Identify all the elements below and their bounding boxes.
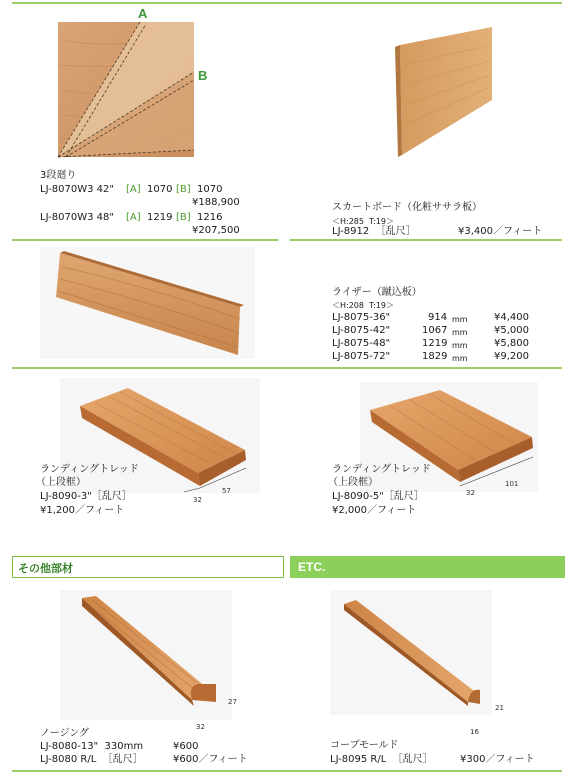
- product3-row3-code: LJ-8075-48": [332, 338, 391, 349]
- section-title-other-parts: その他部材: [18, 562, 73, 575]
- product6-dim-h: 27: [228, 698, 237, 706]
- product5-code: LJ-8090-5"［乱尺］: [332, 491, 424, 502]
- product1-line1-a-tag: [A]: [126, 184, 141, 195]
- product5-dim-w: 101: [505, 480, 519, 488]
- product4-name: ランディングトレッド: [40, 464, 139, 475]
- product1-line1-price: ¥188,900: [192, 197, 240, 208]
- product5-price: ¥2,000／フィート: [332, 505, 417, 516]
- product1-line2-b-tag: [B]: [176, 212, 191, 223]
- product3-name: ライザー（蹴込板）: [332, 287, 422, 298]
- product1-line1-a-val: 1070: [147, 184, 173, 195]
- product3-row1-price: ¥4,400: [494, 312, 529, 323]
- product3-row4-len: 1829: [422, 351, 448, 362]
- product6-line1: LJ-8080-13" 330mm: [40, 741, 144, 752]
- product1-line1-b-val: 1070: [197, 184, 223, 195]
- product4-dim-w: 57: [222, 487, 231, 495]
- product4-price: ¥1,200／フィート: [40, 505, 125, 516]
- riser-image: [40, 247, 255, 359]
- nosing-image: [60, 590, 232, 720]
- section-bar-etc: [290, 556, 565, 578]
- section-title-etc: ETC.: [298, 560, 326, 574]
- diagram-label-b: B: [198, 68, 208, 83]
- product3-row4-code: LJ-8075-72": [332, 351, 391, 362]
- product7-line1: LJ-8095 R/L ［乱尺］: [330, 754, 433, 765]
- product6-line2: LJ-8080 R/L ［乱尺］: [40, 754, 143, 765]
- product3-row3-price: ¥5,800: [494, 338, 529, 349]
- product4-code: LJ-8090-3"［乱尺］: [40, 491, 132, 502]
- product2-name: スカートボード（化粧ササラ板）: [332, 202, 482, 213]
- rule-p2: [290, 239, 562, 241]
- product3-row2-code: LJ-8075-42": [332, 325, 391, 336]
- product1-line2-a-val: 1219: [147, 212, 173, 223]
- product1-line2-code: LJ-8070W3 48": [40, 212, 114, 223]
- product3-spec: ＜H:208 T:19＞: [332, 301, 394, 310]
- product3-row4-unit: mm: [452, 354, 468, 363]
- product3-row1-unit: mm: [452, 315, 468, 324]
- product5-sub: （上段框）: [328, 477, 378, 488]
- product1-line2-b-val: 1216: [197, 212, 223, 223]
- product3-row1-len: 914: [428, 312, 448, 323]
- product5-name: ランディングトレッド: [332, 464, 431, 475]
- product1-line1-b-tag: [B]: [176, 184, 191, 195]
- product1-name: 3段廻り: [40, 170, 77, 181]
- product3-row3-len: 1219: [422, 338, 448, 349]
- product2-price: ¥3,400／フィート: [458, 226, 543, 237]
- product6-dim-w: 32: [196, 723, 205, 731]
- product2-code: LJ-8912 ［乱尺］: [332, 226, 416, 237]
- bottom-rule: [12, 770, 562, 772]
- product7-dim-h: 21: [495, 704, 504, 712]
- rule-p1: [12, 239, 278, 241]
- stair-diagram: [50, 10, 200, 165]
- product5-dim-t: 32: [466, 489, 475, 497]
- product3-row2-unit: mm: [452, 328, 468, 337]
- product6-name: ノージング: [40, 728, 90, 739]
- product2-spec: ＜H:285 T:19＞: [332, 217, 394, 226]
- product3-row4-price: ¥9,200: [494, 351, 529, 362]
- product1-line2-a-tag: [A]: [126, 212, 141, 223]
- diagram-label-a: A: [138, 6, 148, 21]
- product7-line1-price: ¥300／フィート: [460, 754, 535, 765]
- product4-sub: （上段框）: [36, 477, 86, 488]
- skirt-board-image: [392, 25, 492, 160]
- product6-line1-price: ¥600: [173, 741, 199, 752]
- product4-dim-t: 32: [193, 496, 202, 504]
- product7-dim-w: 16: [470, 728, 479, 736]
- top-rule: [12, 2, 562, 4]
- product6-line2-price: ¥600／フィート: [173, 754, 248, 765]
- product7-name: コーブモールド: [330, 740, 399, 751]
- product3-row3-unit: mm: [452, 341, 468, 350]
- rule-p3: [12, 367, 562, 369]
- product3-row1-code: LJ-8075-36": [332, 312, 391, 323]
- product1-line1-code: LJ-8070W3 42": [40, 184, 114, 195]
- product3-row2-len: 1067: [422, 325, 448, 336]
- product1-line2-price: ¥207,500: [192, 225, 240, 236]
- cove-mould-image: [330, 590, 492, 715]
- wood-triangle-diagram: [50, 10, 200, 165]
- product3-row2-price: ¥5,000: [494, 325, 529, 336]
